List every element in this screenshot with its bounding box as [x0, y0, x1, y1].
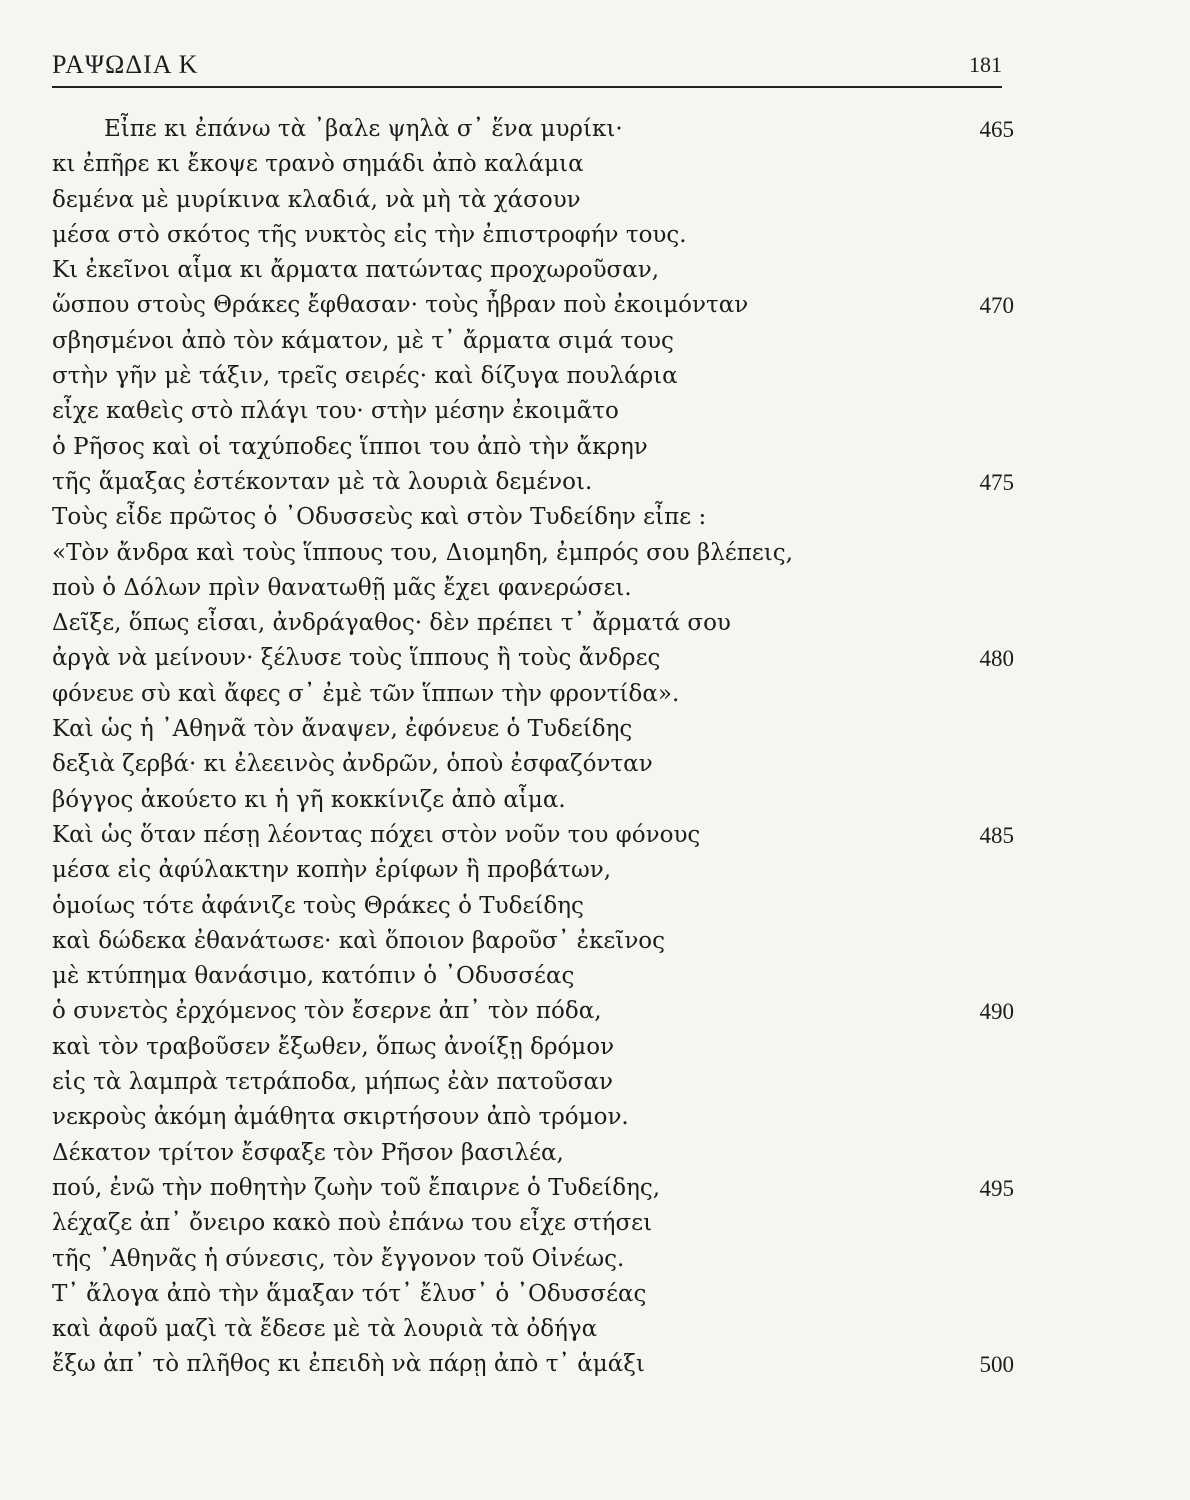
chapter-title: ΡΑΨΩΔΙΑ Κ: [52, 50, 199, 79]
verse-text: ὥσπου στοὺς Θράκες ἔφθασαν· τοὺς ἦβραν ποὺ ἐκοιμόνταν: [52, 292, 749, 319]
verse-text: ὁμοίως τότε ἀφάνιζε τοὺς Θράκες ὁ Τυδείδης: [52, 892, 584, 919]
verse-line: [0, 924, 1190, 959]
verse-text: πού, ἐνῶ τὴν ποθητὴν ζωὴν τοῦ ἔπαιρνε ὁ Τυδείδης,: [52, 1174, 661, 1201]
verse-text: λέχαζε ἀπ᾿ ὄνειρο κακὸ ποὺ ἐπάνω του εἶχε στήσει: [52, 1210, 653, 1237]
verse-line: [0, 712, 1190, 747]
verse-line: [0, 889, 1190, 924]
verse-text: μέσα εἰς ἀφύλακτην κοπὴν ἐρίφων ἢ προβάτων,: [52, 857, 612, 884]
verse-text: σβησμένοι ἀπὸ τὸν κάματον, μὲ τ᾿ ἄρματα σιμά τους: [52, 327, 674, 354]
verse-line: [0, 853, 1190, 888]
verse-text: Εἶπε κι ἐπάνω τὰ ᾿βαλε ψηλὰ σ᾿ ἕνα μυρίκι·: [104, 116, 623, 142]
line-number: 470: [979, 293, 1014, 319]
verse-line: [0, 1206, 1190, 1241]
verse-line: [0, 112, 1190, 147]
verse-text: Δέκατον τρίτον ἔσφαξε τὸν Ρῆσον βασιλέα,: [52, 1139, 564, 1166]
verse-line: [0, 147, 1190, 182]
verse-line: [0, 1242, 1190, 1277]
verse-line: [0, 324, 1190, 359]
verse-line: [0, 1136, 1190, 1171]
verse-line: [0, 1100, 1190, 1135]
verse-line: [0, 359, 1190, 394]
verse-text: «Τὸν ἄνδρα καὶ τοὺς ἵππους του, Διομηδη, ἐμπρός σου βλέπεις,: [52, 539, 793, 566]
verse-line: [0, 253, 1190, 288]
verse-line: [0, 1171, 1190, 1206]
verse-text: καὶ δώδεκα ἐθανάτωσε· καὶ ὅποιον βαροῦσ᾿ ἐκεῖνος: [52, 927, 666, 954]
verse-text: κι ἐπῆρε κι ἔκοψε τρανὸ σημάδι ἀπὸ καλάμια: [52, 151, 584, 178]
verse-line: [0, 1065, 1190, 1100]
verse-text: Καὶ ὡς ὅταν πέσῃ λέοντας πόχει στὸν νοῦν του φόνους: [52, 821, 701, 848]
verse-text: Τ᾿ ἄλογα ἀπὸ τὴν ἅμαξαν τότ᾿ ἔλυσ᾿ ὁ ᾿Οδυσσέας: [52, 1280, 647, 1307]
verse-line: [0, 783, 1190, 818]
verse-line: [0, 959, 1190, 994]
verse-line: [0, 394, 1190, 429]
verse-line: [0, 1277, 1190, 1312]
verse-text: δεξιὰ ζερβά· κι ἐλεεινὸς ἀνδρῶν, ὁποὺ ἐσφαζόνταν: [52, 751, 653, 778]
verse-text: μὲ κτύπημα θανάσιμο, κατόπιν ὁ ᾿Οδυσσέας: [52, 963, 575, 990]
verse-line: [0, 994, 1190, 1029]
verse-text: βόγγος ἀκούετο κι ἡ γῆ κοκκίνιζε ἀπὸ αἷμα.: [52, 786, 566, 813]
verse-line: [0, 606, 1190, 641]
verse-line: [0, 677, 1190, 712]
verse-text: εἶχε καθεὶς στὸ πλάγι του· στὴν μέσην ἐκοιμᾶτο: [52, 398, 619, 425]
verse-text: μέσα στὸ σκότος τῆς νυκτὸς εἰς τὴν ἐπιστροφήν τους.: [52, 221, 687, 248]
verse-line: [0, 571, 1190, 606]
verse-text: ὁ Ρῆσος καὶ οἱ ταχύποδες ἵπποι του ἀπὸ τὴν ἄκρην: [52, 433, 648, 460]
line-number: 480: [979, 646, 1014, 672]
verse-text: Κι ἐκεῖνοι αἷμα κι ἄρματα πατώντας προχωροῦσαν,: [52, 257, 660, 284]
running-header: [52, 50, 1002, 86]
line-number: 490: [979, 999, 1014, 1025]
verse-line: [0, 1347, 1190, 1382]
verse-line: [0, 536, 1190, 571]
verse-line: [0, 218, 1190, 253]
header-rule: [52, 86, 1002, 88]
verse-text: Καὶ ὡς ἡ ᾿Αθηνᾶ τὸν ἄναψεν, ἐφόνευε ὁ Τυδείδης: [52, 716, 633, 743]
verse-block: [0, 112, 1190, 1383]
verse-line: [0, 747, 1190, 782]
verse-text: τῆς ᾿Αθηνᾶς ἡ σύνεσις, τὸν ἔγγονον τοῦ Οἰνέως.: [52, 1245, 625, 1272]
line-number: 485: [979, 822, 1014, 848]
verse-text: νεκροὺς ἀκόμη ἀμάθητα σκιρτήσουν ἀπὸ τρόμον.: [52, 1104, 629, 1131]
page-number: 181: [969, 52, 1002, 77]
verse-line: [0, 1030, 1190, 1065]
verse-text: τῆς ἅμαξας ἐστέκονταν μὲ τὰ λουριὰ δεμένοι.: [52, 468, 593, 495]
line-number: 500: [979, 1352, 1014, 1378]
verse-line: [0, 818, 1190, 853]
verse-text: ὁ συνετὸς ἐρχόμενος τὸν ἔσερνε ἀπ᾿ τὸν πόδα,: [52, 998, 602, 1025]
verse-line: [0, 465, 1190, 500]
verse-text: Δεῖξε, ὅπως εἶσαι, ἀνδράγαθος· δὲν πρέπει τ᾿ ἄρματά σου: [52, 610, 731, 637]
verse-text: Τοὺς εἶδε πρῶτος ὁ ᾿Οδυσσεὺς καὶ στὸν Τυδείδην εἶπε :: [52, 504, 707, 531]
verse-text: εἰς τὰ λαμπρὰ τετράποδα, μήπως ἐὰν πατοῦσαν: [52, 1069, 613, 1096]
verse-text: ἔξω ἀπ᾿ τὸ πλῆθος κι ἐπειδὴ νὰ πάρῃ ἀπὸ τ᾿ ἁμάξι: [52, 1351, 645, 1378]
line-number: 465: [979, 117, 1014, 142]
verse-text: ποὺ ὁ Δόλων πρὶν θανατωθῇ μᾶς ἔχει φανερώσει.: [52, 574, 632, 601]
verse-line: [0, 641, 1190, 676]
verse-line: [0, 500, 1190, 535]
verse-text: φόνευε σὺ καὶ ἄφες σ᾿ ἐμὲ τῶν ἵππων τὴν φροντίδα».: [52, 680, 680, 707]
line-number: 475: [979, 469, 1014, 495]
verse-text: καὶ τὸν τραβοῦσεν ἔξωθεν, ὅπως ἀνοίξῃ δρόμον: [52, 1033, 615, 1060]
verse-line: [0, 183, 1190, 218]
verse-line: [0, 430, 1190, 465]
verse-line: [0, 1312, 1190, 1347]
line-number: 495: [979, 1175, 1014, 1201]
verse-text: στὴν γῆν μὲ τάξιν, τρεῖς σειρές· καὶ δίζυγα πουλάρια: [52, 363, 678, 390]
verse-text: καὶ ἀφοῦ μαζὶ τὰ ἔδεσε μὲ τὰ λουριὰ τὰ ὀδήγα: [52, 1316, 598, 1343]
verse-text: ἀργὰ νὰ μείνουν· ξέλυσε τοὺς ἵππους ἢ τοὺς ἄνδρες: [52, 645, 661, 672]
verse-text: δεμένα μὲ μυρίκινα κλαδιά, νὰ μὴ τὰ χάσουν: [52, 186, 581, 213]
verse-line: [0, 288, 1190, 323]
